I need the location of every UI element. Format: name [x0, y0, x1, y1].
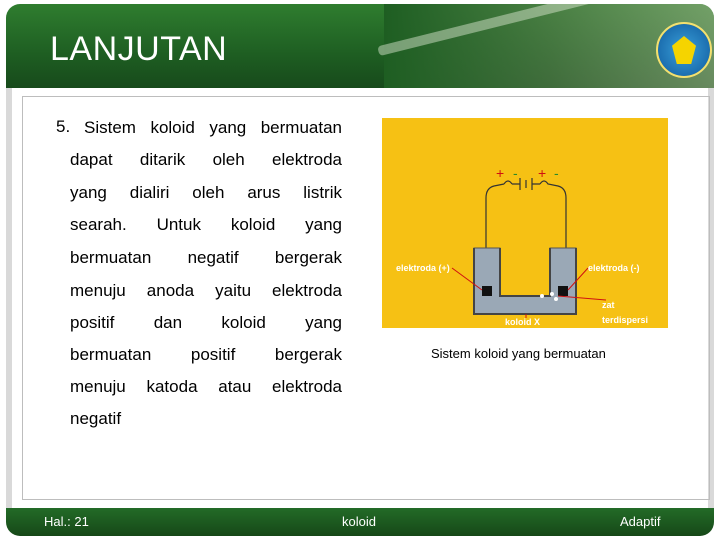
- footer-topic: koloid: [342, 514, 376, 529]
- electrophoresis-diagram: [382, 118, 668, 328]
- body-line-4: searah. Untuk koloid yang: [70, 215, 342, 234]
- electrophoresis-figure: [382, 118, 668, 328]
- figure-caption: Sistem koloid yang bermuatan: [431, 346, 606, 361]
- sign-plus-2: +: [538, 165, 547, 181]
- sign-minus-1: -: [513, 165, 518, 181]
- body-line-9: menuju katoda atau elektroda: [70, 377, 342, 396]
- u-tube-liquid: [474, 248, 576, 314]
- slide-footer: [6, 508, 714, 536]
- body-line-7: positif dan koloid yang: [70, 313, 342, 332]
- body-line-5: bermuatan negatif bergerak: [70, 248, 342, 267]
- slide-title: LANJUTAN: [50, 30, 228, 68]
- electrode-negative: [558, 286, 568, 296]
- particle-2: [550, 292, 554, 296]
- body-line-2: dapat ditarik oleh elektroda: [70, 150, 342, 169]
- tut-wuri-handayani-logo-icon: [656, 22, 712, 78]
- particle-3: [554, 297, 558, 301]
- electrode-positive: [482, 286, 492, 296]
- page-number: Hal.: 21: [44, 514, 89, 529]
- item-number: 5.: [56, 117, 71, 136]
- label-positive-electrode: elektroda (+): [396, 263, 450, 273]
- particle-1: [540, 294, 544, 298]
- slide-header: [6, 4, 714, 88]
- footer-section: Adaptif: [620, 514, 661, 529]
- sign-plus-1: +: [496, 165, 505, 181]
- body-line-6: menuju anoda yaitu elektroda: [70, 281, 342, 300]
- body-line-8: bermuatan positif bergerak: [70, 345, 342, 364]
- body-line-10: negatif: [70, 409, 122, 428]
- body-line-3: yang dialiri oleh arus listrik: [70, 183, 342, 202]
- label-dispersed-line-2: terdispersi: [602, 315, 649, 325]
- label-negative-electrode: elektroda (-): [588, 263, 640, 273]
- sign-minus-2: -: [554, 165, 559, 181]
- label-colloid: koloid X: [505, 317, 541, 327]
- label-dispersed-line-1: zat: [602, 300, 615, 310]
- u-tube-inner: [500, 248, 550, 296]
- body-line-1: Sistem koloid yang bermuatan: [84, 118, 342, 137]
